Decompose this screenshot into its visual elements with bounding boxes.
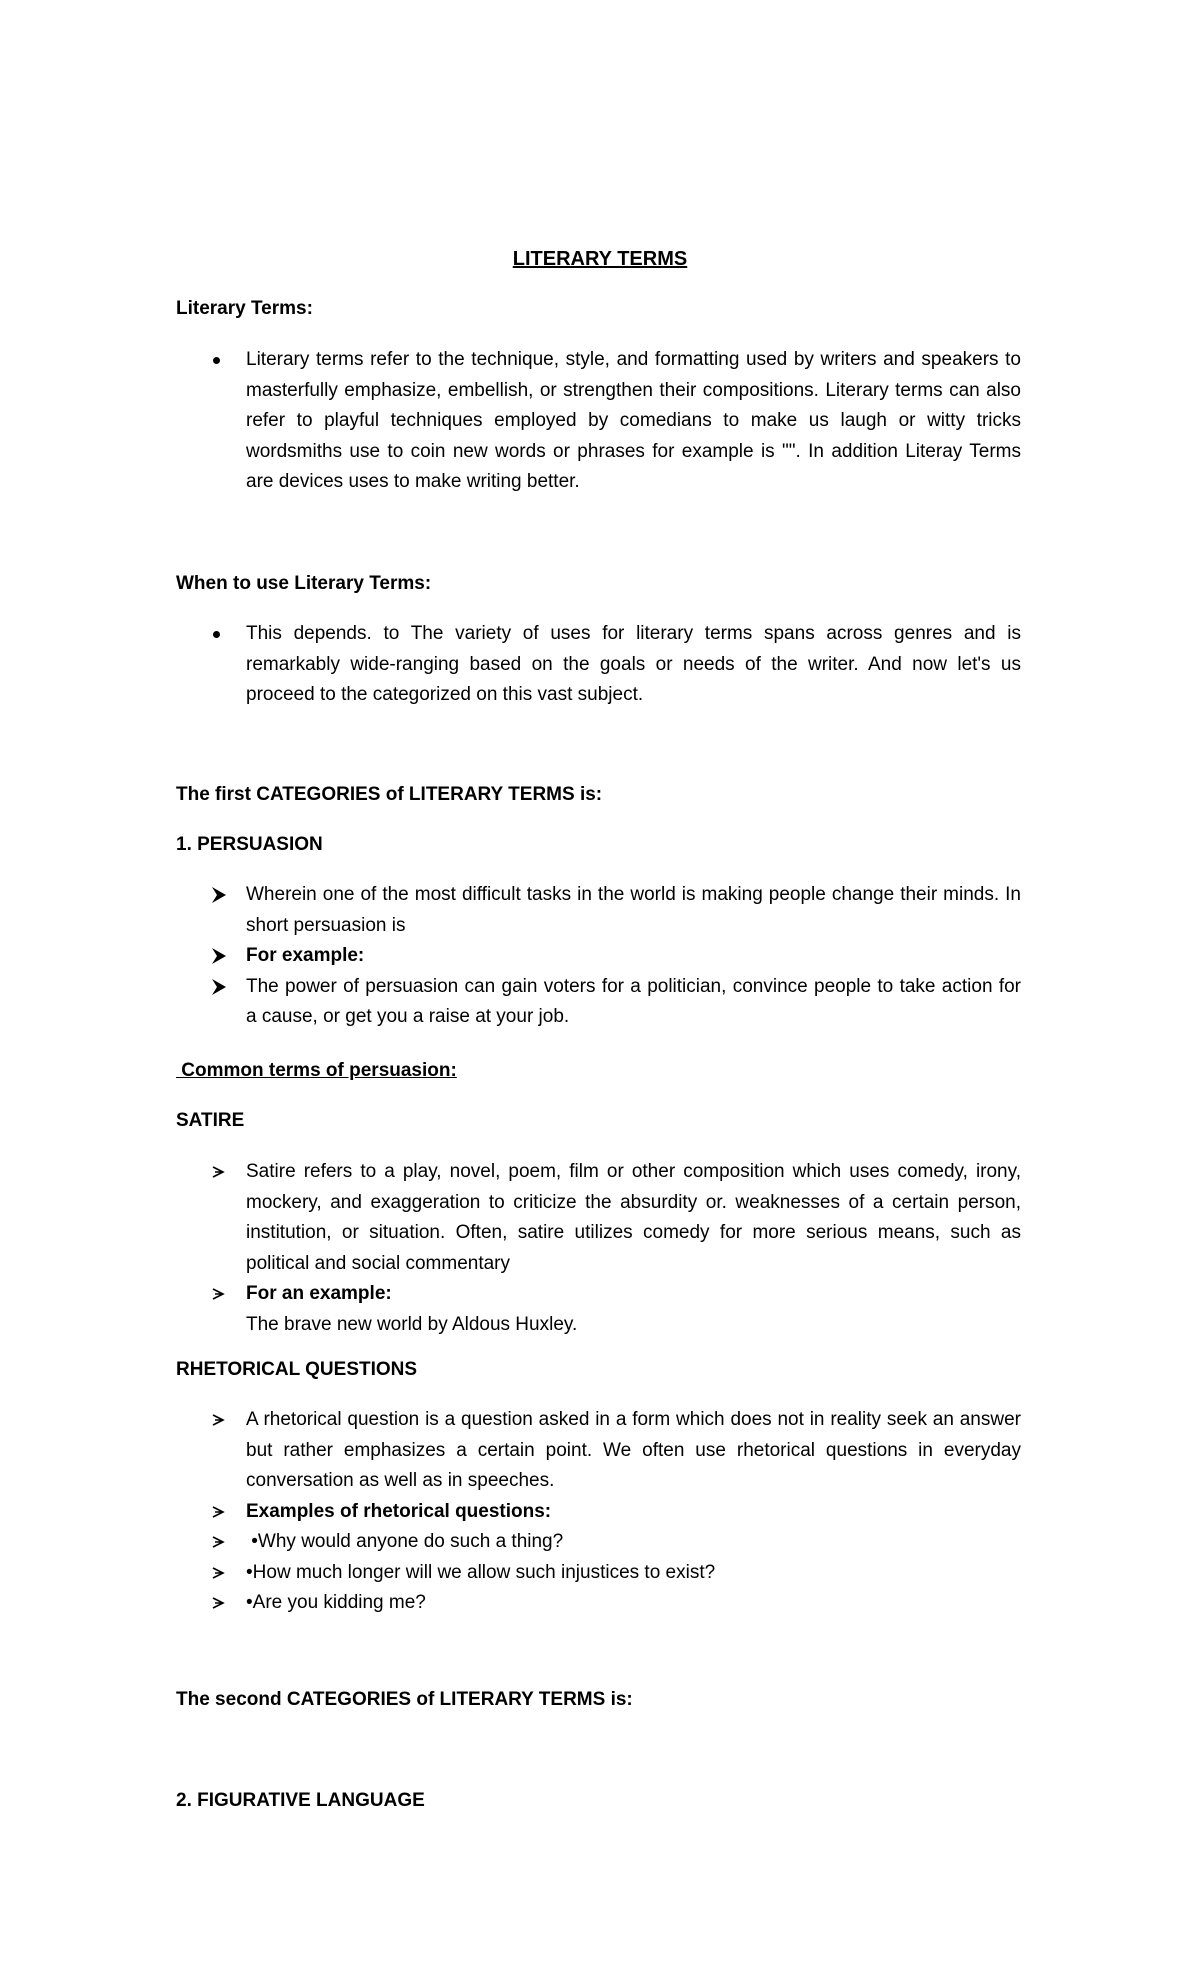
list-item [246,1405,1021,1497]
list-item: The power of persuasion can gain voters for a politician, convince people to take action for a cause, or get you a raise at your job. [246,972,1021,1033]
rhetorical-definition: A rhetorical question is a question asked in a form which does not in reality seek an answer but rather emphasizes a certain point. We often use rhetorical questions in everyday conversation as well as in speeches. [246,1409,1021,1491]
satire-heading: SATIRE [176,1110,245,1131]
list-item: •Why would anyone do such a thing? [246,1527,1021,1558]
figurative-language-heading: 2. FIGURATIVE LANGUAGE [176,1790,425,1811]
arrowhead-bullet-icon [211,880,231,910]
arrowhead-bullet-icon [211,972,231,1002]
list-item [246,1279,1021,1340]
arrow-bullet-icon [211,1405,231,1435]
list-item [246,1157,1021,1279]
literary-terms-heading: Literary Terms: [176,298,313,319]
satire-example-label: For an example: [246,1283,392,1304]
arrowhead-bullet-icon [211,941,231,971]
persuasion-heading: 1. PERSUASION [176,834,323,855]
when-to-use-text: This depends. to The variety of uses for literary terms spans across genres and is remarkably wide-ranging based on the goals or needs of the writer. And now let's us proceed to the categorized on this vast subject. [246,623,1021,705]
list-item [246,1497,1021,1528]
arrow-bullet-icon [211,1497,231,1527]
arrow-bullet-icon [211,1157,231,1187]
rhetorical-examples-label: Examples of rhetorical questions: [246,1500,552,1522]
rhetorical-list [246,1405,1021,1619]
persuasion-list [246,880,1021,1033]
bullet-dot-icon [211,345,231,375]
list-item: For example: [246,941,1021,972]
list-item: •How much longer will we allow such injustices to exist? [246,1558,1021,1589]
first-category-heading: The first CATEGORIES of LITERARY TERMS is: [176,784,603,805]
rhetorical-questions-heading: RHETORICAL QUESTIONS [176,1359,418,1380]
satire-list [246,1157,1021,1340]
arrow-bullet-icon [211,1527,231,1557]
second-category-heading: The second CATEGORIES of LITERARY TERMS is: [176,1689,633,1710]
arrow-bullet-icon [211,1558,231,1588]
literary-terms-text: Literary terms refer to the technique, style, and formatting used by writers and speakers to masterfully emphasize, embellish, or strengthen their compositions. Literary terms can also refer to playful techniques employed by comedians to make us laugh or witty tricks wordsmiths use to coin new words or phrases for example is "". In addition Literay Terms are devices uses to make writing better. [246,349,1021,492]
document-title: LITERARY TERMS [512,248,688,270]
when-to-use-bullet [246,619,1021,711]
arrow-bullet-icon [211,1588,231,1618]
arrow-bullet-icon [211,1279,231,1309]
satire-example-text: The brave new world by Aldous Huxley. [246,1313,578,1335]
common-terms-heading: Common terms of persuasion: [176,1060,457,1081]
bullet-dot-icon [211,619,231,649]
list-item: Wherein one of the most difficult tasks in the world is making people change their minds. In short persuasion is [246,880,1021,941]
when-to-use-heading: When to use Literary Terms: [176,573,432,594]
satire-definition: Satire refers to a play, novel, poem, film or other composition which uses comedy, irony, mockery, and exaggeration to criticize the absurdity or. weaknesses of a certain person, institution, or situation. Often, satire utilizes comedy for more serious means, such as political and social commentary [246,1161,1021,1274]
literary-terms-bullet [246,345,1021,498]
list-item: •Are you kidding me? [246,1588,1021,1619]
